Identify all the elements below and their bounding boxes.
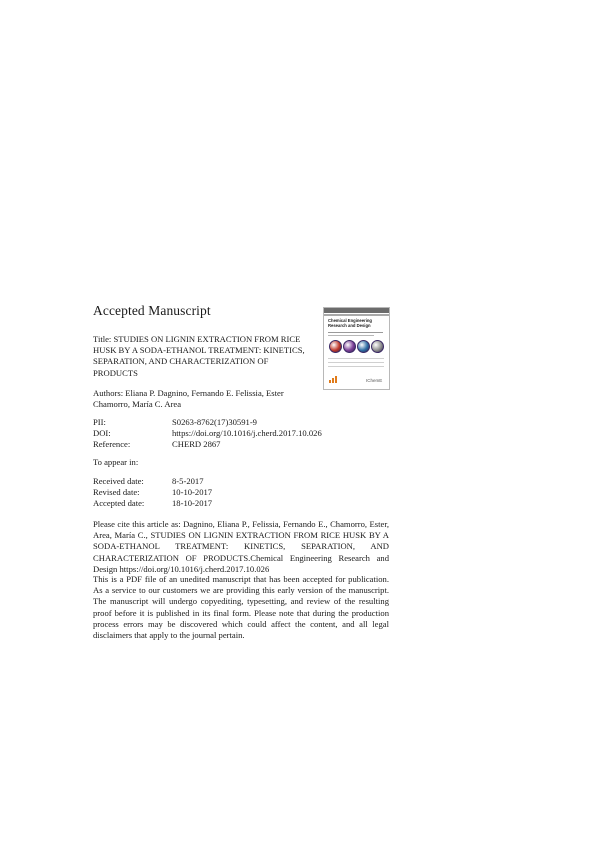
date-key: Received date:	[93, 476, 144, 486]
cover-rule	[328, 358, 384, 359]
identifier-row-pii	[93, 417, 322, 428]
cover-rule	[328, 366, 384, 367]
authors-label: Authors:	[93, 388, 124, 398]
date-value: 8-5-2017	[172, 476, 204, 486]
cover-circle-image	[357, 340, 370, 353]
cover-circle-image	[371, 340, 384, 353]
cover-journal-title: Chemical Engineering Research and Design	[328, 318, 372, 328]
dates-table	[93, 476, 212, 508]
publisher-logo-icon	[329, 375, 339, 383]
identifier-key: PII:	[93, 417, 106, 427]
title-text: STUDIES ON LIGNIN EXTRACTION FROM RICE HUSK BY A SODA-ETHANOL TREATMENT: KINETICS, SEPARATION, AND CHARACTERIZATION OF PRODUCTS	[93, 334, 305, 378]
cover-mark-text: IChemE	[366, 378, 383, 383]
logo-bar	[335, 376, 337, 383]
article-title	[93, 334, 315, 379]
title-label: Title:	[93, 334, 112, 344]
authors-text: Eliana P. Dagnino, Fernando E. Felissia, Ester Chamorro, María C. Area	[93, 388, 284, 410]
logo-bar	[332, 378, 334, 383]
date-row-accepted	[93, 498, 212, 509]
article-authors	[93, 388, 315, 410]
identifier-value: S0263-8762(17)30591-9	[172, 417, 257, 427]
cover-circle-image	[343, 340, 356, 353]
identifier-row-doi	[93, 428, 322, 439]
cover-top-stripe	[324, 314, 389, 316]
date-value: 10-10-2017	[172, 486, 213, 497]
identifier-row-reference	[93, 439, 322, 450]
cover-rule	[328, 332, 383, 333]
date-key: Accepted date:	[93, 497, 145, 508]
date-value: 18-10-2017	[172, 497, 213, 508]
identifier-table	[93, 417, 322, 449]
cover-rule	[328, 335, 374, 336]
page-heading: Accepted Manuscript	[93, 303, 211, 318]
journal-cover-image	[323, 307, 390, 390]
appear-in-label: To appear in:	[93, 457, 139, 467]
logo-bar	[329, 380, 331, 383]
cover-top-band	[324, 308, 389, 313]
disclaimer-paragraph: This is a PDF file of an unedited manuscript that has been accepted for publication. As a service to our customers we are providing this early version of the manuscript. The manuscript will undergo copyediting, typesetting, and review of the resulting proof before it is published in its final form. Please note that during the production process errors may be discovered which could affect the content, and all legal disclaimers that apply to the journal pertain.	[93, 574, 389, 641]
identifier-key: DOI:	[93, 427, 111, 438]
date-row-revised	[93, 487, 212, 498]
cover-circle-image	[329, 340, 342, 353]
date-key: Revised date:	[93, 486, 140, 497]
doi-link[interactable]: https://doi.org/10.1016/j.cherd.2017.10.026	[172, 427, 322, 438]
cover-rule	[328, 362, 384, 363]
identifier-key: Reference:	[93, 438, 131, 449]
identifier-value: CHERD 2867	[172, 438, 221, 449]
citation-paragraph: Please cite this article as: Dagnino, Eliana P., Felissia, Fernando E., Chamorro, Ester, Area, María C., STUDIES ON LIGNIN EXTRACTION FROM RICE HUSK BY A SODA-ETHANOL TREATMENT: KINETICS, SEPARATION, AND CHARACTERIZATION OF PRODUCTS.Chemical Engineering Research and Design https://doi.org/10.1016/j.cherd.2017.10.026	[93, 519, 389, 574]
date-row-received	[93, 476, 212, 487]
